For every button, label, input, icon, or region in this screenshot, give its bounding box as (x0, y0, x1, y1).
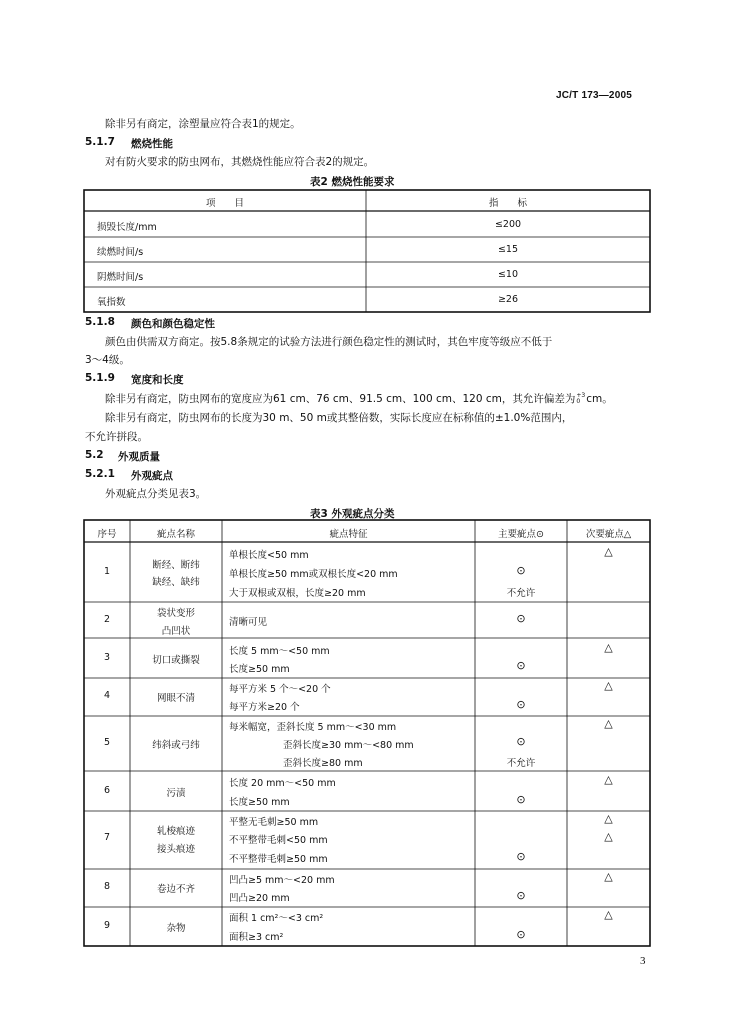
table2-cell-value: ≥26 (497, 294, 519, 305)
table3-header-minor: 次要疵点△ (585, 529, 632, 540)
section-52-number: 5.2 (85, 449, 104, 461)
table3-row-no: 1 (103, 566, 111, 577)
table3-major-mark: ⊙ (516, 659, 526, 672)
table3-feature: 清晰可见 (229, 617, 268, 628)
paragraph-521: 外观疵点分类见表3。 (105, 488, 207, 500)
table3-defect-name: 网眼不清 (156, 693, 195, 704)
table3-defect-name: 凸凹状 (161, 626, 191, 637)
table2-cell-item: 氧指数 (97, 297, 126, 308)
table3-major-mark: ⊙ (516, 889, 526, 902)
table3-feature: 长度≥50 mm (229, 797, 290, 808)
table3-feature: 歪斜长度≥80 mm (283, 758, 363, 769)
table3-minor-mark: △ (604, 545, 613, 558)
width-unit: cm。 (586, 393, 613, 405)
table3-major-mark: 不允许 (506, 758, 536, 769)
table3-feature: 面积 1 cm²～<3 cm² (229, 913, 324, 924)
standard-number: JC/T 173—2005 (556, 90, 632, 101)
paragraph-519-length-line2: 不允许拼段。 (85, 431, 148, 443)
table3-major-mark: ⊙ (516, 850, 526, 863)
table3-major-mark: ⊙ (516, 793, 526, 806)
table3-defect-name: 轧梭痕迹 (156, 826, 195, 837)
table3-feature: 每平方米≥20 个 (229, 702, 300, 713)
table3-feature: 单根长度≥50 mm或双根长度<20 mm (229, 569, 398, 580)
table2-cell-item: 损毁长度/mm (97, 222, 157, 233)
table3-feature: 不平整带毛刺≥50 mm (229, 854, 328, 865)
table3-major-mark: ⊙ (516, 698, 526, 711)
table3-row-no: 4 (103, 690, 111, 701)
table2-cell-value: ≤200 (494, 219, 522, 230)
table2-cell-item: 阴燃时间/s (97, 272, 144, 283)
section-519-title: 宽度和长度 (131, 374, 184, 386)
tolerance-upper: +3 (576, 392, 586, 399)
table3-feature: 凹凸≥5 mm～<20 mm (229, 875, 335, 886)
tolerance-lower: 0 (576, 398, 581, 405)
page-number: 3 (640, 955, 646, 967)
table3-defect-name: 接头痕迹 (156, 844, 195, 855)
table3-feature: 长度 5 mm～<50 mm (229, 646, 330, 657)
table3-row-no: 5 (103, 737, 111, 748)
table2-caption: 表2 燃烧性能要求 (310, 176, 395, 188)
section-517-number: 5.1.7 (85, 136, 115, 148)
paragraph-519-length-line1: 除非另有商定，防虫网布的长度为30 m、50 m或其整倍数，实际长度应在标称值的±1.0%范围内， (105, 412, 573, 424)
table2-cell-value: ≤10 (497, 269, 519, 280)
table3-feature: 每米幅宽，歪斜长度 5 mm～<30 mm (229, 722, 397, 733)
paragraph-517: 对有防火要求的防虫网布，其燃烧性能应符合表2的规定。 (105, 156, 375, 168)
table3-header-feature: 疵点特征 (329, 529, 368, 540)
table3-minor-mark: △ (604, 908, 613, 921)
table3-major-mark: ⊙ (516, 564, 526, 577)
section-518-number: 5.1.8 (85, 316, 115, 328)
section-52-title: 外观质量 (118, 451, 160, 463)
table3-minor-mark: △ (604, 870, 613, 883)
table3-feature: 平整无毛刺≥50 mm (229, 817, 319, 828)
table3-feature: 凹凸≥20 mm (229, 893, 290, 904)
table3-defect-name: 切口或撕裂 (152, 655, 200, 666)
table3-minor-mark: △ (604, 641, 613, 654)
table2-cell-item: 续燃时间/s (97, 247, 144, 258)
table3-minor-mark: △ (604, 812, 613, 825)
table3-defect-name: 纬斜或弓纬 (152, 740, 200, 751)
table3-feature: 长度 20 mm～<50 mm (229, 778, 336, 789)
table3-defect-name: 卷边不齐 (156, 884, 195, 895)
section-518-title: 颜色和颜色稳定性 (131, 318, 215, 330)
table3-feature: 每平方米 5 个～<20 个 (229, 684, 331, 695)
table3-row-no: 8 (103, 881, 111, 892)
table3-feature: 歪斜长度≥30 mm～<80 mm (283, 740, 414, 751)
table3-minor-mark: △ (604, 679, 613, 692)
paragraph-518-line1: 颜色由供需双方商定。按5.8条规定的试验方法进行颜色稳定性的测试时，其色牢度等级应不低于 (105, 336, 553, 348)
table3-major-mark: ⊙ (516, 612, 526, 625)
table3-feature: 面积≥3 cm² (229, 932, 284, 943)
table3-feature: 不平整带毛刺<50 mm (229, 835, 328, 846)
section-517-title: 燃烧性能 (131, 138, 173, 150)
table3-defect-name: 袋状变形 (156, 608, 195, 619)
table3-defect-name: 缺经、缺纬 (152, 577, 200, 588)
table3-row-no: 9 (103, 920, 111, 931)
table3-row-no: 3 (103, 652, 111, 663)
table3-defect-name: 污渍 (166, 788, 186, 799)
table2-header-value: 指 标 (488, 198, 527, 209)
table3-header-name: 疵点名称 (156, 529, 195, 540)
table3-caption: 表3 外观疵点分类 (310, 508, 395, 520)
table3-row-no: 7 (103, 832, 111, 843)
table3-header-major: 主要疵点⊙ (498, 529, 544, 540)
section-521-number: 5.2.1 (85, 468, 115, 480)
table2-cell-value: ≤15 (497, 244, 519, 255)
table3-minor-mark: △ (604, 717, 613, 730)
table3-major-mark: 不允许 (506, 588, 536, 599)
table3-minor-mark: △ (604, 773, 613, 786)
paragraph-518-line2: 3～4级。 (85, 354, 130, 366)
width-text: 除非另有商定，防虫网布的宽度应为61 cm、76 cm、91.5 cm、100 cm、120 cm，其允许偏差为 (105, 393, 576, 405)
table3-feature: 单根长度<50 mm (229, 550, 309, 561)
table3-major-mark: ⊙ (516, 735, 526, 748)
table2-header-item: 项 目 (205, 198, 244, 209)
table3-feature: 大于双根或双根，长度≥20 mm (229, 588, 366, 599)
table3-header-no: 序号 (97, 529, 117, 540)
section-521-title: 外观疵点 (131, 470, 173, 482)
table3-feature: 长度≥50 mm (229, 664, 290, 675)
table3-defect-name: 断经、断纬 (152, 560, 200, 571)
table3-major-mark: ⊙ (516, 928, 526, 941)
table3-row-no: 2 (103, 614, 111, 625)
table3-defect-name: 杂物 (166, 923, 186, 934)
table3-minor-mark: △ (604, 830, 613, 843)
paragraph-coating: 除非另有商定，涂塑量应符合表1的规定。 (105, 118, 301, 130)
section-519-number: 5.1.9 (85, 372, 115, 384)
table3-row-no: 6 (103, 785, 111, 796)
